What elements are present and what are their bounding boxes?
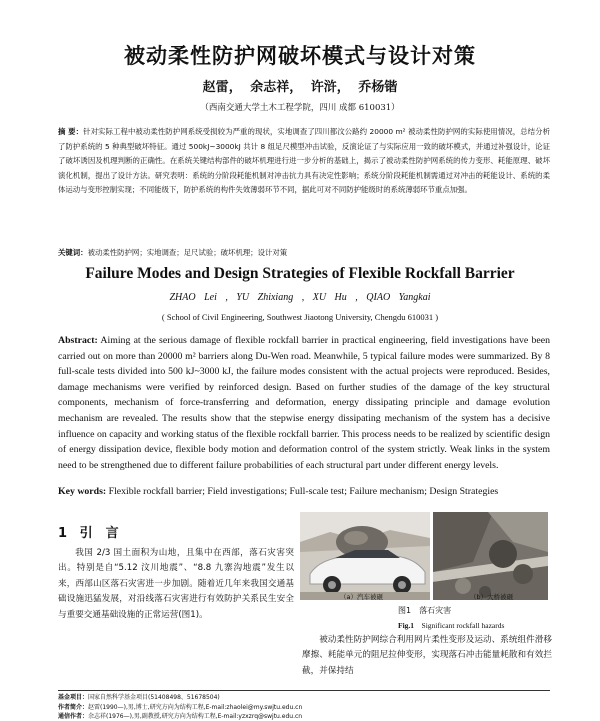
en-keywords — [58, 486, 558, 497]
en-abstract-label: Abstract: — [58, 335, 98, 346]
subcaption-b: （b）大桥被砸 — [470, 593, 514, 601]
right-column-paragraph: 被动柔性防护网综合利用网片柔性变形及运动、系统组件滑移摩擦、耗能单元的阻尼拉伸变形，实现落石冲击能量耗散和有效拦截，并保持结 — [302, 635, 552, 676]
en-keywords-text: Flexible rockfall barrier; Field investigations; Full-scale test; Failure mechanism; Design Strategies — [108, 486, 499, 497]
cn-keywords — [58, 247, 550, 258]
figure-caption-en-label: Fig.1 — [398, 621, 415, 630]
intro-paragraph: 我国 2/3 国土面积为山地，且集中在西部，落石灾害突出。特别是自“5.12 汶川地震”、“8.8 九寨沟地震”发生以来，西部山区落石灾害进一步加剧。随着近几年来我国交通基础设施迅猛发展，对沿线落石灾害进行有效防护关系民生安全与重要交通基础设施的正常运营(图1)。 — [58, 548, 294, 620]
footnotes — [58, 693, 550, 721]
photo-crushed-car — [300, 512, 430, 600]
cn-abstract-text: 针对实际工程中被动柔性防护网系统受损较为严重的现状，实地调查了四川都汶公路约 20000 m² 被动柔性防护网的实际使用情况，总结分析了防护系统的 5 种典型破坏特征。通过 500kJ~3000kJ 共计 8 组足尺模型冲击试验，反演论证了与实际应用一致的破坏模式，并通过补强设计，论证了破坏诱因及机理判断的正确性。在系统关键结构部件的破坏机理进行进一步分析的基础上，揭示了被动柔性防护网系统的传力变形、耗能原理、破坏演化机制，提出了设计方法。研究表明：系统的分阶段耗能机制对冲击抗力具有决定性影响；系统分阶段耗能机制需通过对冲击的耗能设计、系统的柔体运动与变形控制实现；不同能级下，防护系统的构件失效薄弱环节不同，据此可对不同防护能级时的系统薄弱环节重点加强。 — [58, 127, 551, 195]
cn-keywords-text: 被动柔性防护网；实地调查；足尺试验；破坏机理；设计对策 — [87, 248, 288, 257]
figure-caption-en-text: Significant rockfall hazards — [421, 621, 505, 630]
en-authors: ZHAO Lei , YU Zhixiang , XU Hu , QIAO Yangkai — [169, 292, 431, 303]
figure-caption-cn: 图1 落石灾害 — [398, 606, 452, 615]
en-affiliation: ( School of Civil Engineering, Southwest Jiaotong University, Chengdu 610031 ) — [161, 312, 439, 322]
cn-abstract-label: 摘 要： — [58, 127, 84, 136]
crushed-car-illustration — [300, 512, 430, 600]
footnote-author — [58, 703, 550, 713]
en-author-3: XU Hu — [312, 292, 347, 303]
author-3: 许浒 — [310, 80, 337, 95]
en-keywords-label: Key words: — [58, 486, 107, 497]
cn-authors: 赵雷， 余志祥， 许浒， 乔杨锴 — [202, 80, 398, 95]
author-2: 余志祥 — [250, 80, 290, 95]
en-author-2: YU Zhixiang — [236, 292, 294, 303]
section-title: 引 言 — [79, 526, 119, 541]
section-heading — [58, 522, 119, 541]
cn-affiliation: （西南交通大学土木工程学院，四川 成都 610031） — [200, 103, 400, 113]
footnote-divider — [58, 690, 550, 691]
author-1: 赵雷 — [202, 80, 229, 95]
footnote-corresponding-text: 余志祥(1976—),男,副教授,研究方向为结构工程,E-mail:yzxzrq@swjtu.edu.cn — [88, 713, 303, 720]
en-author-4: QIAO Yangkai — [366, 292, 431, 303]
figure-1 — [300, 512, 548, 600]
en-abstract — [58, 333, 550, 473]
footnote-fund-label: 基金项目： — [58, 694, 89, 701]
cn-title: 被动柔性防护网破坏模式与设计对策 — [124, 44, 476, 68]
en-author-1: ZHAO Lei — [169, 292, 217, 303]
footnote-author-label: 作者简介： — [58, 703, 89, 711]
cn-keywords-label: 关键词： — [58, 248, 88, 257]
en-title: Failure Modes and Design Strategies of Flexible Rockfall Barrier — [85, 265, 515, 282]
photo-damaged-bridge — [433, 512, 548, 600]
en-abstract-text: Aiming at the serious damage of flexible rockfall barrier in practical engineering, field investigations have been carried out on more than 20000 m² barriers along Du-Wen road. Meanwhile, 5 typical failure modes were summarized. By 8 full-scale tests divided into 500 kJ~3000 kJ, the failure modes consistent with the actual projects were reproduced. Besides, damage mechanisms were verified by reinforced design. Based on further studies of the damage of the key structural components, mechanism of force-transferring and deformation, energy dissipating principle and damage evolution mechanism are revealed. The results show that the stepwise energy dissipating mechanism of the system has a decisive influence on capacity and working status of the flexible rockfall barrier. This process needs to be realized by scientific design of energy dissipation device, flexible body motion and deformation control of the system strictly. Weak links in the system need to be strengthened due to different failure probabilities of each structural part under different energy levels. — [58, 335, 550, 471]
footnote-corresponding-label: 通信作者： — [58, 713, 89, 720]
footnote-fund — [58, 693, 550, 703]
footnote-fund-text: 国家自然科学基金项目(51408498、51678504) — [88, 694, 220, 701]
subcaption-a: （a）汽车被砸 — [340, 593, 383, 601]
cn-abstract — [58, 125, 550, 198]
author-4: 乔杨锴 — [358, 80, 398, 95]
figure-caption-en — [398, 621, 504, 630]
section-number: 1 — [58, 526, 68, 541]
footnote-corresponding — [58, 712, 550, 721]
footnote-author-text: 赵雷(1990—),男,博士,研究方向为结构工程,E-mail:zhaolei@my.swjtu.edu.cn — [88, 703, 303, 711]
damaged-bridge-illustration — [433, 512, 548, 600]
